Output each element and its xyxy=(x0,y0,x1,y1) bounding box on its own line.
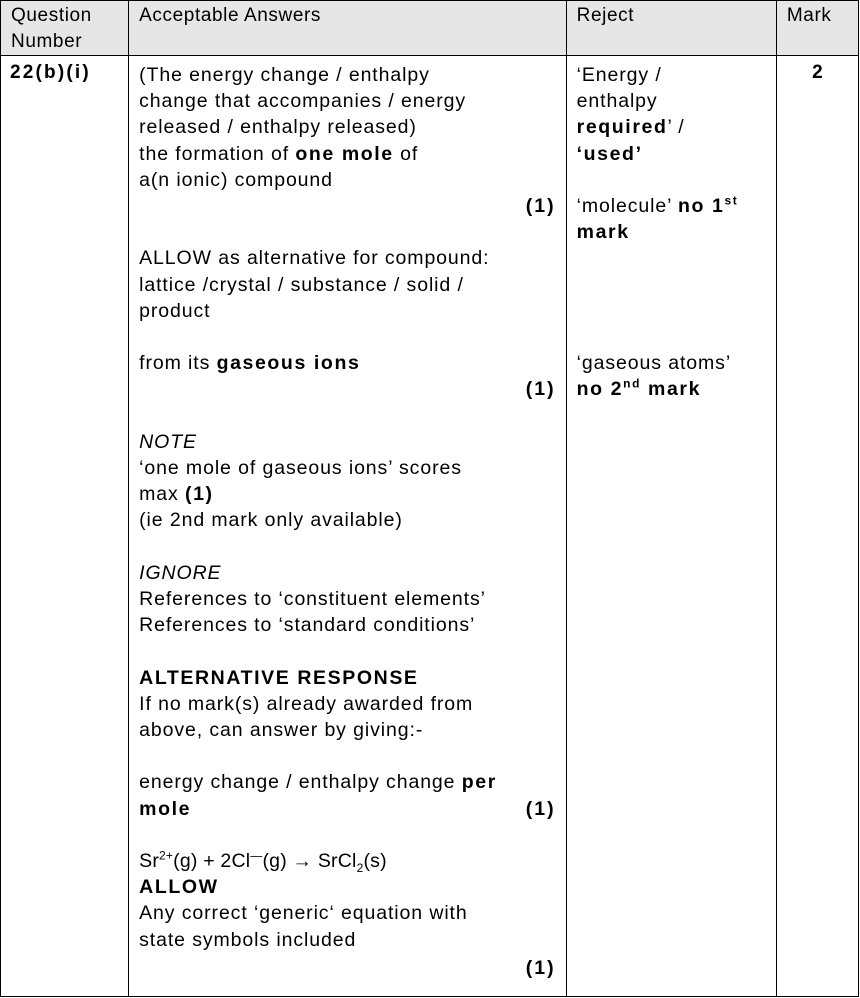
answer-line: References to ‘constituent elements’ xyxy=(139,588,486,610)
header-row xyxy=(1,1,859,56)
reject-line: ‘gaseous atoms’ xyxy=(576,352,732,375)
answer-line: state symbols included xyxy=(139,928,357,951)
answer-line: max (1) xyxy=(139,483,214,506)
answer-line: the formation of one mole of xyxy=(139,142,419,165)
answer-line: change that accompanies / energy xyxy=(139,90,467,113)
answer-line: ALLOW as alternative for compound: xyxy=(139,247,490,270)
reject-line: ‘Energy / xyxy=(576,64,662,86)
answer-line: a(n ionic) compound xyxy=(139,168,333,191)
answer-line: mole (1) xyxy=(139,796,556,822)
answer-row xyxy=(1,56,859,997)
answer-line: released / enthalpy released) xyxy=(139,116,417,139)
total-mark: 2 xyxy=(812,62,823,83)
answer-line: Any correct ‘generic‘ equation with xyxy=(139,902,468,925)
reject-line: ‘used’ xyxy=(576,142,643,165)
ignore-label: IGNORE xyxy=(139,561,222,584)
reject-line: ‘molecule’ no 1st xyxy=(576,193,739,217)
answer-line: If no mark(s) already awarded from xyxy=(139,692,474,715)
reject-line: enthalpy xyxy=(576,90,658,113)
mark-allocation: (1) xyxy=(525,195,556,218)
alternative-response-label: ALTERNATIVE RESPONSE xyxy=(139,666,419,689)
header-question-number xyxy=(1,1,129,56)
reject-cell xyxy=(566,56,776,997)
allow-label: ALLOW xyxy=(139,876,219,899)
header-question-label: Question xyxy=(11,5,92,26)
mark-allocation: (1) xyxy=(525,378,556,401)
header-mark: Mark xyxy=(776,1,858,56)
header-acceptable-answers: Acceptable Answers xyxy=(129,1,567,56)
reject-line: no 2nd mark xyxy=(576,376,702,401)
header-number-label: Number xyxy=(11,31,83,52)
reject-line: required’ / xyxy=(576,116,685,139)
answer-line: (The energy change / enthalpy xyxy=(139,64,430,86)
mark-cell xyxy=(776,56,858,997)
note-label: NOTE xyxy=(139,430,197,453)
question-number: 22(b)(i) xyxy=(10,62,91,83)
mark-allocation: (1) xyxy=(525,956,556,979)
answer-line: energy change / enthalpy change per xyxy=(139,771,497,794)
answer-line: product xyxy=(139,299,211,322)
question-number-cell xyxy=(1,56,129,997)
equation: $Sr^{2+}(g) + 2Cl^—(g)$ → SrCl$_2$(s) xyxy=(139,848,387,875)
answer-line: lattice /crystal / substance / solid / xyxy=(139,273,464,296)
acceptable-answers-cell xyxy=(129,56,567,997)
reject-line: mark xyxy=(576,221,630,244)
answer-line: (ie 2nd mark only available) xyxy=(139,509,403,532)
answer-line: from its gaseous ions xyxy=(139,352,361,375)
answer-line: References to ‘standard conditions’ xyxy=(139,614,476,637)
mark-allocation: (1) xyxy=(525,797,556,820)
header-reject: Reject xyxy=(566,1,776,56)
answer-line: above, can answer by giving:- xyxy=(139,719,424,741)
answer-line: ‘one mole of gaseous ions’ scores xyxy=(139,457,462,479)
